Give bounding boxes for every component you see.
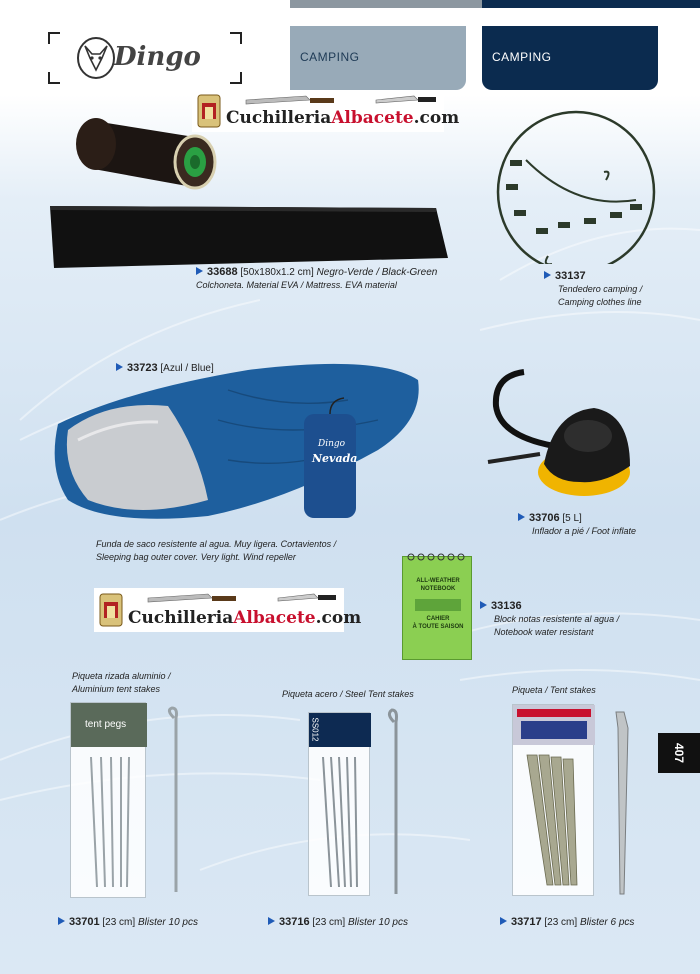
single-peg-icon [384, 708, 404, 898]
page-number-tab [658, 733, 700, 773]
notebook-cover-line3: CAHIER [426, 616, 450, 622]
product-spec: [5 L] [562, 513, 582, 524]
ad-text-red: Albacete [331, 108, 414, 128]
product-code: 33723 [127, 362, 158, 374]
bullet-arrow-icon [544, 271, 551, 279]
product-code: 33716 [279, 916, 310, 928]
dingo-head-icon [76, 36, 116, 80]
product-blister: Blister 10 pcs [347, 917, 408, 928]
single-peg-icon [610, 708, 634, 898]
section-tab-label: CAMPING [492, 50, 552, 64]
product-desc: Colchoneta. Material EVA / Mattress. EVA material [196, 280, 397, 290]
product-code: 33136 [491, 600, 522, 612]
ad-text-red: Albacete [233, 608, 316, 628]
caption-33717-title [512, 684, 596, 697]
ad-banner-cuchilleria[interactable] [94, 588, 362, 632]
product-desc-line2: Sleeping bag outer cover. Very light. Wind repeller [96, 552, 296, 562]
ad-text-domain: .com [315, 608, 362, 628]
pegs-bundle-icon [309, 747, 371, 897]
tent-pegs-pack-33717 [512, 704, 594, 896]
product-title: Piqueta acero / Steel Tent stakes [282, 689, 414, 699]
caption-33136 [480, 600, 619, 639]
product-blister: Blister 6 pcs [579, 917, 635, 928]
product-desc-line1: Funda de saco resistente al agua. Muy ligera. Cortavientos / [96, 539, 337, 549]
bag-label: Nevada [312, 452, 358, 465]
single-peg-icon [164, 706, 184, 896]
product-spec: [Azul / Blue] [160, 363, 214, 374]
product-desc: Inflador a pié / Foot inflate [532, 526, 637, 536]
product-code: 33688 [207, 266, 238, 278]
knives-icon [226, 92, 438, 108]
product-code: 33137 [555, 270, 586, 282]
product-spec: [23 cm] [312, 917, 346, 928]
section-tab-camping-gray [290, 26, 466, 90]
spiral-binding-icon [403, 553, 473, 561]
product-colors: Negro-Verde / Black-Green [316, 267, 438, 278]
dingo-brand-text: Dingo [114, 42, 201, 72]
caption-33137 [544, 270, 642, 309]
pack-label: SS012 [310, 717, 320, 742]
bullet-arrow-icon [196, 267, 203, 275]
product-desc-line2: Notebook water resistant [494, 627, 594, 637]
notebook-cover-line2: NOTEBOOK [420, 586, 456, 592]
pack-label: tent pegs [85, 719, 127, 730]
knives-icon [128, 590, 338, 606]
castle-crest-icon [98, 592, 124, 628]
caption-33701-title [72, 670, 171, 696]
section-tab-camping-navy [482, 26, 658, 90]
top-bar-navy [482, 0, 700, 8]
top-bar-gray [290, 0, 482, 8]
caption-33723-desc [96, 538, 336, 564]
ad-text-dark: Cuchilleria [128, 608, 234, 628]
dingo-logo [48, 32, 242, 84]
caption-33716 [268, 916, 408, 929]
mattress-image [48, 108, 452, 274]
sleeping-bag-image [48, 350, 424, 522]
product-spec: [50x180x1.2 cm] [240, 267, 314, 278]
product-title: Piqueta / Tent stakes [512, 685, 596, 695]
ad-text-dark: Cuchilleria [226, 108, 332, 128]
bag-brand: Dingo [318, 439, 346, 449]
tent-pegs-pack-33716 [308, 712, 370, 896]
caption-33688 [196, 266, 437, 292]
product-blister: Blister 10 pcs [137, 917, 198, 928]
section-tab-label: CAMPING [300, 50, 360, 64]
product-title-line1: Piqueta rizada aluminio / [72, 671, 171, 681]
top-bar-white [0, 0, 290, 8]
bullet-arrow-icon [480, 601, 487, 609]
product-desc-line1: Tendedero camping / [558, 284, 643, 294]
product-code: 33706 [529, 512, 560, 524]
product-code: 33701 [69, 916, 100, 928]
bullet-arrow-icon [58, 917, 65, 925]
bullet-arrow-icon [518, 513, 525, 521]
tent-pegs-pack-33701 [70, 702, 146, 898]
product-title-line2: Aluminium tent stakes [72, 684, 161, 694]
product-desc-line2: Camping clothes line [558, 297, 642, 307]
notebook-image [402, 556, 472, 660]
bullet-arrow-icon [500, 917, 507, 925]
pegs-bundle-icon [71, 747, 147, 897]
product-desc-line1: Block notas resistente al agua / [494, 614, 620, 624]
caption-33701 [58, 916, 198, 929]
clothes-line-image [486, 100, 666, 264]
notebook-cover-line1: ALL-WEATHER [416, 578, 460, 584]
foot-pump-image [484, 366, 634, 506]
caption-33716-title [282, 688, 414, 701]
product-spec: [23 cm] [102, 917, 136, 928]
notebook-cover-line4: À TOUTE SAISON [412, 624, 464, 630]
product-code: 33717 [511, 916, 542, 928]
page-number: 407 [672, 742, 686, 764]
bullet-arrow-icon [268, 917, 275, 925]
pegs-bundle-icon [513, 745, 595, 895]
ad-text-domain: .com [413, 108, 460, 128]
product-spec: [23 cm] [544, 917, 578, 928]
caption-33706 [518, 512, 636, 538]
caption-33717 [500, 916, 634, 929]
